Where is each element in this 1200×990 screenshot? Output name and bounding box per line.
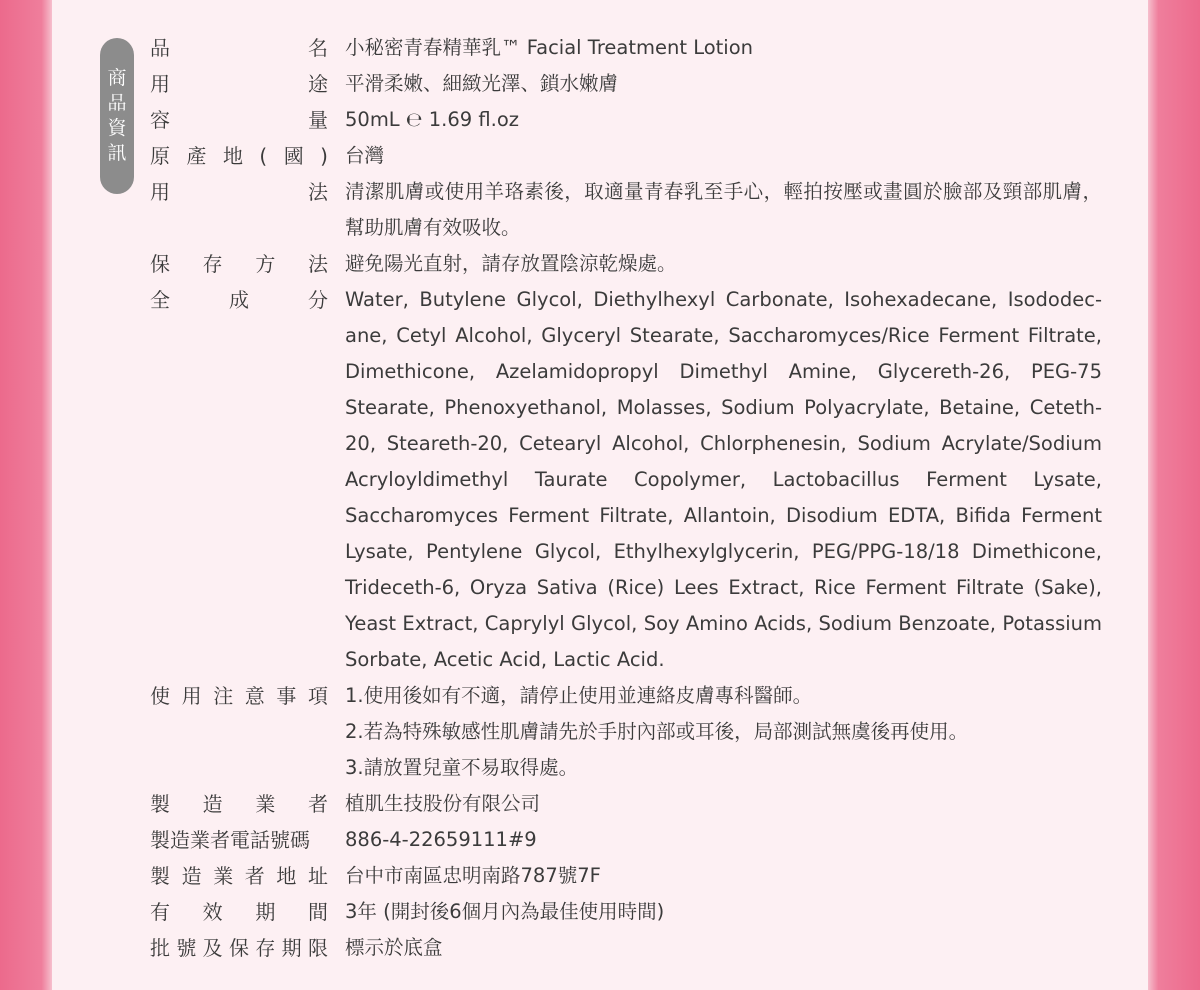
row-label-char: 製 xyxy=(150,864,170,888)
row-value xyxy=(345,138,1102,174)
row-value-line: 清潔肌膚或使用羊珞素後，取適量青春乳至手心，輕拍按壓或畫圓於臉部及頸部肌膚，幫助肌膚有效吸收。 xyxy=(345,180,1102,239)
row-label xyxy=(150,678,328,714)
row-label-char: 原 xyxy=(150,144,170,168)
row-value-line: Water, Butylene Glycol, Diethylhexyl Carbonate, Isohexadecane, Isododecane, Cetyl Alcohol, Glyceryl Stearate, Saccharomyces/Rice Ferment Filtrate, Dimethicone, Azelamidopropyl Dimethyl Amine, Glycereth-26, PEG-75 Stearate, Phenoxyethanol, Molasses, Sodium Polyacrylate, Betaine, Ceteth-20, Steareth-20, Cetearyl Alcohol, Chlorphenesin, Sodium Acrylate/Sodium Acryloyldimethyl Taurate Copolymer, Lactobacillus Ferment Lysate, Saccharomyces Ferment Filtrate, Allantoin, Disodium EDTA, Bifida Ferment Lysate, Pentylene Glycol, Ethylhexylglycerin, PEG/PPG-18/18 Dimethicone, Trideceth-6, Oryza Sativa (Rice) Lees Extract, Rice Ferment Filtrate (Sake), Yeast Extract, Caprylyl Glycol, Soy Amino Acids, Sodium Benzoate, Potassium Sorbate, Acetic Acid, Lactic Acid. xyxy=(345,288,1102,671)
left-pink-border xyxy=(0,0,52,990)
row-value xyxy=(345,930,1102,966)
row-label xyxy=(150,30,328,66)
row-label-char: 批 xyxy=(150,936,170,960)
row-label-char: 造 xyxy=(181,864,202,888)
row-label-char: 製 xyxy=(150,792,170,816)
row-label-char: 造 xyxy=(202,792,223,816)
row-label-char: 及 xyxy=(202,936,223,960)
row-label-char: 用 xyxy=(181,684,202,708)
row-label xyxy=(150,102,328,138)
row-label xyxy=(150,822,328,858)
product-info-tab xyxy=(100,38,134,194)
row-label-char: 產 xyxy=(186,144,207,168)
row-label-char: 名 xyxy=(308,36,328,60)
info-row xyxy=(150,246,1102,282)
info-row xyxy=(150,786,1102,822)
row-label-char: 保 xyxy=(228,936,249,960)
row-label-char: 使 xyxy=(150,684,170,708)
row-label-char: 業 xyxy=(213,864,234,888)
row-label-char: 存 xyxy=(202,252,223,276)
row-label-char: 用 xyxy=(150,72,170,96)
info-row xyxy=(150,174,1102,246)
row-value-line: 台灣 xyxy=(345,144,385,167)
row-label-char: 成 xyxy=(229,288,249,312)
info-row xyxy=(150,66,1102,102)
row-label-char: 量 xyxy=(308,108,328,132)
product-info-table xyxy=(150,30,1102,966)
row-label xyxy=(150,786,328,822)
row-label-char: 意 xyxy=(244,684,265,708)
row-value-line: 1.使用後如有不適，請停止使用並連絡皮膚專科醫師。 xyxy=(345,684,813,707)
tab-char: 商 xyxy=(107,67,127,89)
row-label-char: 者 xyxy=(244,864,265,888)
row-value xyxy=(345,894,1102,930)
row-label-char: 存 xyxy=(255,936,276,960)
row-value-line: 平滑柔嫩、細緻光澤、鎖水嫩膚 xyxy=(345,72,619,95)
info-row xyxy=(150,282,1102,678)
row-label-char: 有 xyxy=(150,900,170,924)
row-value xyxy=(345,246,1102,282)
info-row xyxy=(150,102,1102,138)
row-label-char: 地 xyxy=(222,144,243,168)
row-label-char: 保 xyxy=(150,252,170,276)
row-label-char: 途 xyxy=(308,72,328,96)
row-label-char: 號 xyxy=(176,936,197,960)
row-label-char: 項 xyxy=(307,684,328,708)
row-label-char: 期 xyxy=(281,936,302,960)
row-value xyxy=(345,822,1102,858)
row-value xyxy=(345,174,1102,246)
row-label-char: 全 xyxy=(150,288,170,312)
row-label xyxy=(150,138,328,174)
row-value-line: 標示於底盒 xyxy=(345,936,443,959)
row-label-char: 法 xyxy=(308,180,328,204)
row-label-char: ( xyxy=(259,144,268,168)
row-value xyxy=(345,678,1102,786)
row-value-line: 台中市南區忠明南路787號7F xyxy=(345,864,601,887)
row-value xyxy=(345,30,1102,66)
row-label-char: 用 xyxy=(150,180,170,204)
info-row xyxy=(150,894,1102,930)
row-label xyxy=(150,894,328,930)
row-label xyxy=(150,858,328,894)
row-label-char: 址 xyxy=(307,864,328,888)
row-label xyxy=(150,246,328,282)
tab-char: 品 xyxy=(107,92,127,114)
row-label-char: 地 xyxy=(276,864,297,888)
row-value xyxy=(345,858,1102,894)
tab-char: 資 xyxy=(107,117,127,139)
row-value-line: 植肌生技股份有限公司 xyxy=(345,792,541,815)
row-value xyxy=(345,282,1102,678)
tab-char: 訊 xyxy=(107,142,127,164)
row-label-char: 製造業者電話號碼 xyxy=(150,828,310,852)
row-label xyxy=(150,930,328,966)
info-row xyxy=(150,678,1102,786)
right-pink-border xyxy=(1148,0,1200,990)
row-label-char: 法 xyxy=(307,252,328,276)
row-value xyxy=(345,66,1102,102)
row-value xyxy=(345,102,1102,138)
row-label xyxy=(150,66,328,102)
row-label-char: 業 xyxy=(255,792,276,816)
info-row xyxy=(150,822,1102,858)
row-label-char: 事 xyxy=(276,684,297,708)
row-label-char: 方 xyxy=(255,252,276,276)
info-row xyxy=(150,30,1102,66)
row-label xyxy=(150,174,328,210)
row-label-char: 者 xyxy=(307,792,328,816)
row-value-line: 避免陽光直射，請存放置陰涼乾燥處。 xyxy=(345,252,677,275)
info-row xyxy=(150,930,1102,966)
row-label-char: 分 xyxy=(308,288,328,312)
row-label-char: 間 xyxy=(307,900,328,924)
row-label-char: 容 xyxy=(150,108,170,132)
row-value-line: 886-4-22659111#9 xyxy=(345,828,537,851)
row-label-char: ) xyxy=(320,144,328,168)
row-value-line: 3年 (開封後6個月內為最佳使用時間) xyxy=(345,900,665,923)
row-label xyxy=(150,282,328,318)
row-value-line: 2.若為特殊敏感性肌膚請先於手肘內部或耳後，局部測試無虞後再使用。 xyxy=(345,720,969,743)
info-row xyxy=(150,138,1102,174)
row-label-char: 效 xyxy=(202,900,223,924)
row-label-char: 注 xyxy=(213,684,234,708)
info-row xyxy=(150,858,1102,894)
row-value-line: 3.請放置兒童不易取得處。 xyxy=(345,756,579,779)
row-label-char: 國 xyxy=(283,144,304,168)
row-label-char: 限 xyxy=(307,936,328,960)
row-value xyxy=(345,786,1102,822)
row-label-char: 期 xyxy=(255,900,276,924)
row-label-char: 品 xyxy=(150,36,170,60)
row-value-line: 50mL ℮ 1.69 fl.oz xyxy=(345,108,519,131)
row-value-line: 小秘密青春精華乳™ Facial Treatment Lotion xyxy=(345,36,754,59)
